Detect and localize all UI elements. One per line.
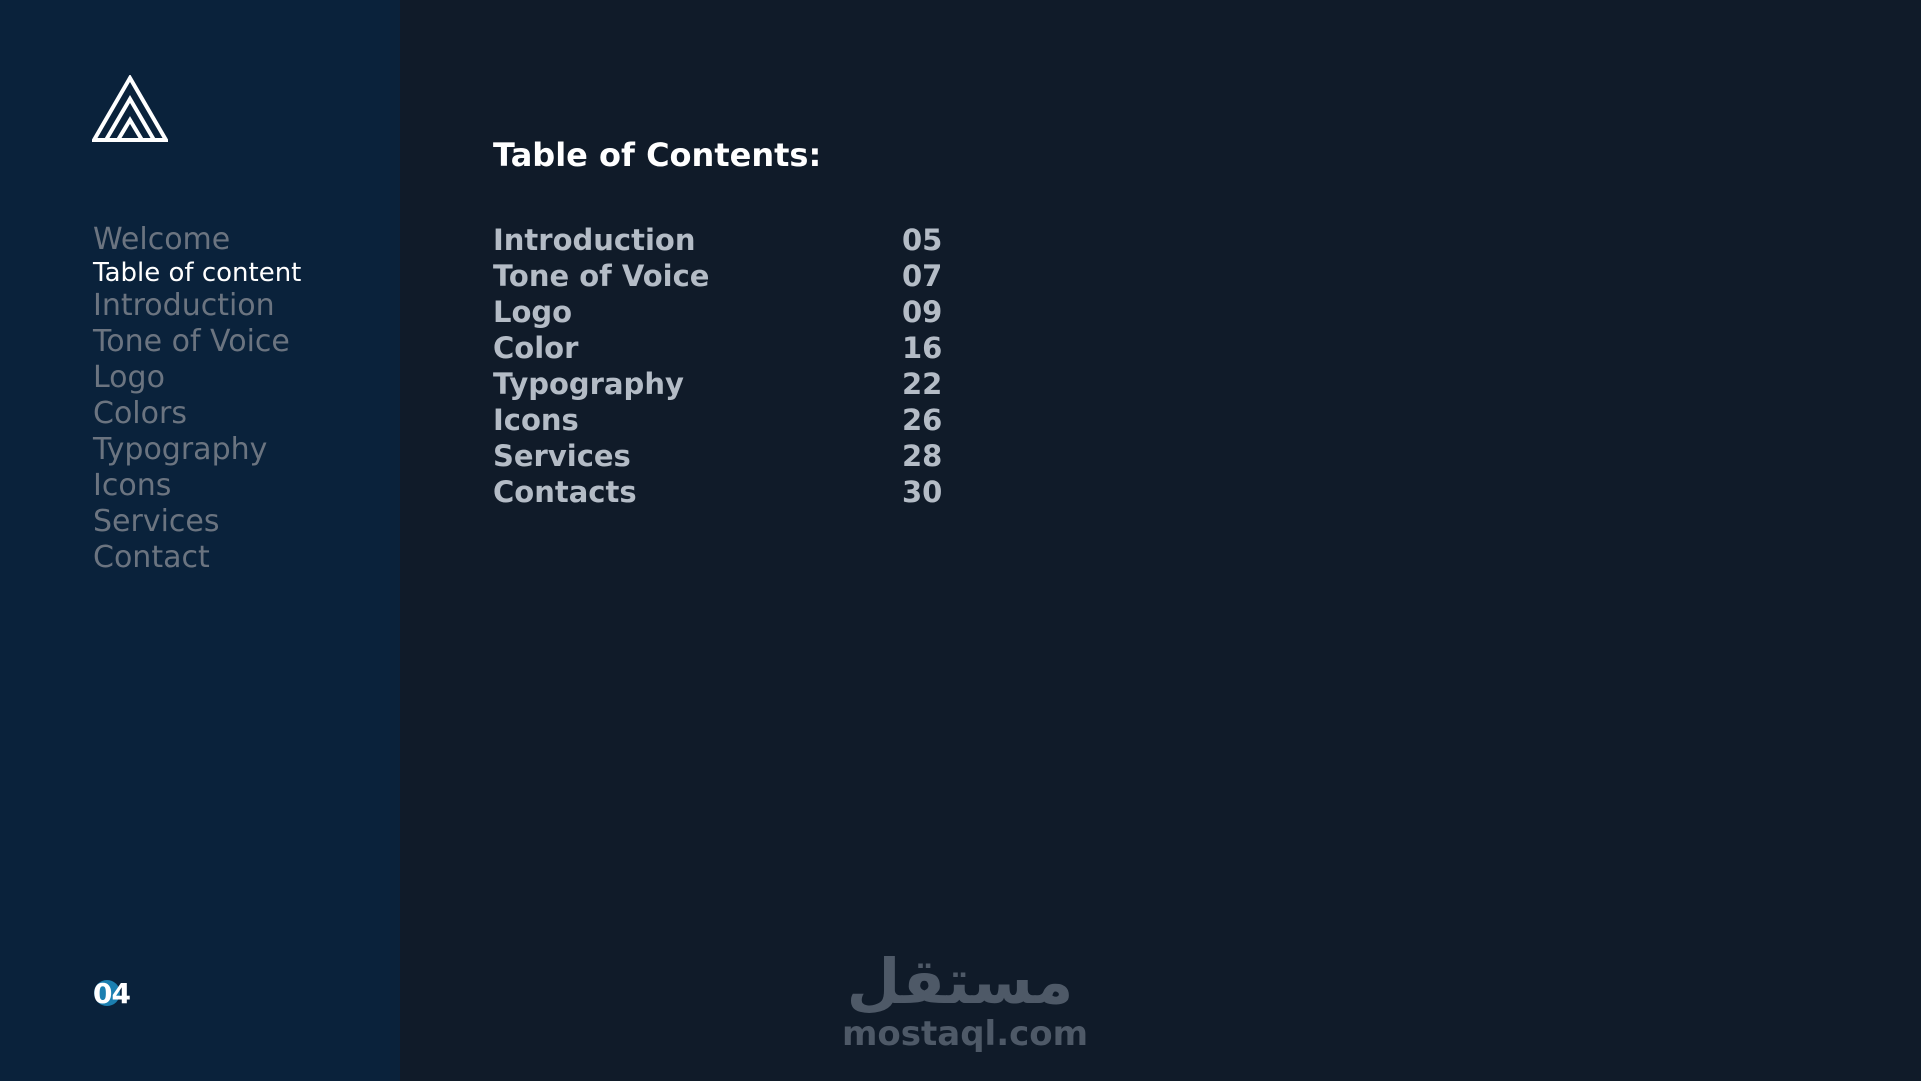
toc-entry-page: 05 bbox=[902, 223, 943, 257]
nav-item-introduction[interactable]: Introduction bbox=[93, 288, 275, 323]
page-number-text: 04 bbox=[93, 977, 130, 1010]
toc-row[interactable] bbox=[493, 294, 953, 330]
sidebar bbox=[0, 0, 400, 1081]
toc-row[interactable] bbox=[493, 222, 953, 258]
toc-entry-page: 30 bbox=[902, 475, 943, 509]
toc-entry-name: Color bbox=[493, 331, 579, 365]
toc-row[interactable] bbox=[493, 366, 953, 402]
toc-row[interactable] bbox=[493, 330, 953, 366]
toc-row[interactable] bbox=[493, 438, 953, 474]
nav-item-table-of-content[interactable]: Table of content bbox=[93, 258, 302, 288]
toc-entry-name: Typography bbox=[493, 367, 684, 401]
toc-entry-page: 16 bbox=[902, 331, 943, 365]
toc-entry-page: 07 bbox=[902, 259, 943, 293]
nav-item-logo[interactable]: Logo bbox=[93, 360, 165, 395]
sidebar-nav bbox=[93, 222, 301, 576]
toc-entry-name: Contacts bbox=[493, 475, 637, 509]
toc-list bbox=[493, 222, 953, 510]
page-number bbox=[90, 976, 140, 1012]
toc-entry-page: 22 bbox=[902, 367, 943, 401]
watermark-arabic-text: مستقل bbox=[846, 945, 1074, 1018]
toc-row[interactable] bbox=[493, 402, 953, 438]
nav-item-welcome[interactable]: Welcome bbox=[93, 222, 231, 257]
triangle-lines-logo-icon bbox=[92, 75, 168, 143]
toc-entry-name: Tone of Voice bbox=[493, 259, 710, 293]
toc-entry-name: Introduction bbox=[493, 223, 696, 257]
toc-entry-name: Logo bbox=[493, 295, 573, 329]
toc-entry-name: Services bbox=[493, 439, 631, 473]
nav-item-icons[interactable]: Icons bbox=[93, 468, 172, 503]
toc-entry-page: 09 bbox=[902, 295, 943, 329]
page-title: Table of Contents: bbox=[493, 136, 822, 175]
nav-item-services[interactable]: Services bbox=[93, 504, 220, 539]
toc-entry-page: 26 bbox=[902, 403, 943, 437]
nav-item-typography[interactable]: Typography bbox=[93, 432, 268, 467]
nav-item-colors[interactable]: Colors bbox=[93, 396, 187, 431]
toc-row[interactable] bbox=[493, 474, 953, 510]
watermark-latin-text: mostaql.com bbox=[842, 1014, 1089, 1054]
nav-item-contact[interactable]: Contact bbox=[93, 540, 210, 575]
toc-entry-page: 28 bbox=[902, 439, 943, 473]
toc-entry-name: Icons bbox=[493, 403, 579, 437]
mostaql-watermark bbox=[842, 945, 1089, 1060]
toc-row[interactable] bbox=[493, 258, 953, 294]
nav-item-tone-of-voice[interactable]: Tone of Voice bbox=[93, 324, 290, 359]
